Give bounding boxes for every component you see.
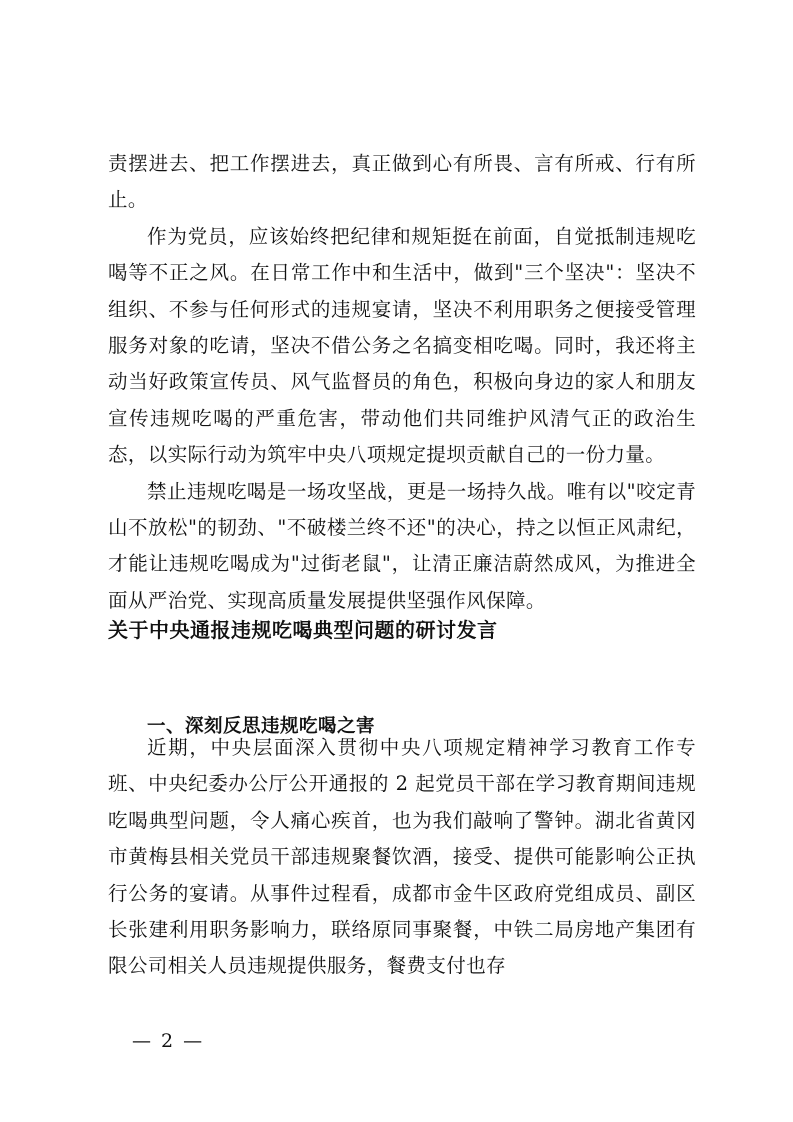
- subheading: 一、深刻反思违规吃喝之害: [147, 716, 376, 737]
- paragraph-party-member: 作为党员，应该始终把纪律和规矩挺在前面，自觉抵制违规吃喝等不正之风。在日常工作中和生活中，做到"三个坚决"：坚决不组织、不参与任何形式的违规宴请，坚决不利用职务之便接受管理服务对象的吃请，坚决不借公务之名搞变相吃喝。同时，我还将主动当好政策宣传员、风气监督员的角色，积极向身边的家人和朋友宣传违规吃喝的严重危害，带动他们共同维护风清气正的政治生态，以实际行动为筑牢中央八项规定提坝贡献自己的一份力量。: [108, 224, 696, 467]
- paragraph-continuation: 责摆进去、把工作摆进去，真正做到心有所畏、言有所戒、行有所止。: [108, 152, 696, 212]
- paragraph-recent-report: 近期，中央层面深入贯彻中央八项规定精神学习教育工作专班、中央纪委办公厅公开通报的 2 起党员干部在学习教育期间违规吃喝典型问题，令人痛心疾首，也为我们敲响了警钟。湖北省黄冈市黄梅县相关党员干部违规聚餐饮酒，接受、提供可能影响公正执行公务的宴请。从事件过程看，成都市金牛区政府党组成员、副区长张建利用职务影响力，联络原同事聚餐，中铁二局房地产集团有限公司相关人员违规提供服务，餐费支付也存: [108, 736, 696, 978]
- body-text-top: [108, 146, 696, 619]
- paragraph-conclusion: 禁止违规吃喝是一场攻坚战，更是一场持久战。唯有以"咬定青山不放松"的韧劲、"不破楼兰终不还"的决心，持之以恒正风肃纪，才能让违规吃喝成为"过街老鼠"，让清正廉洁蔚然成风，为推进全面从严治党、实现高质量发展提供坚强作风保障。: [108, 479, 696, 612]
- body-text-bottom: [108, 730, 696, 985]
- page-number: — 2 —: [132, 1030, 205, 1052]
- section-title: 关于中央通报违规吃喝典型问题的研讨发言: [108, 618, 498, 642]
